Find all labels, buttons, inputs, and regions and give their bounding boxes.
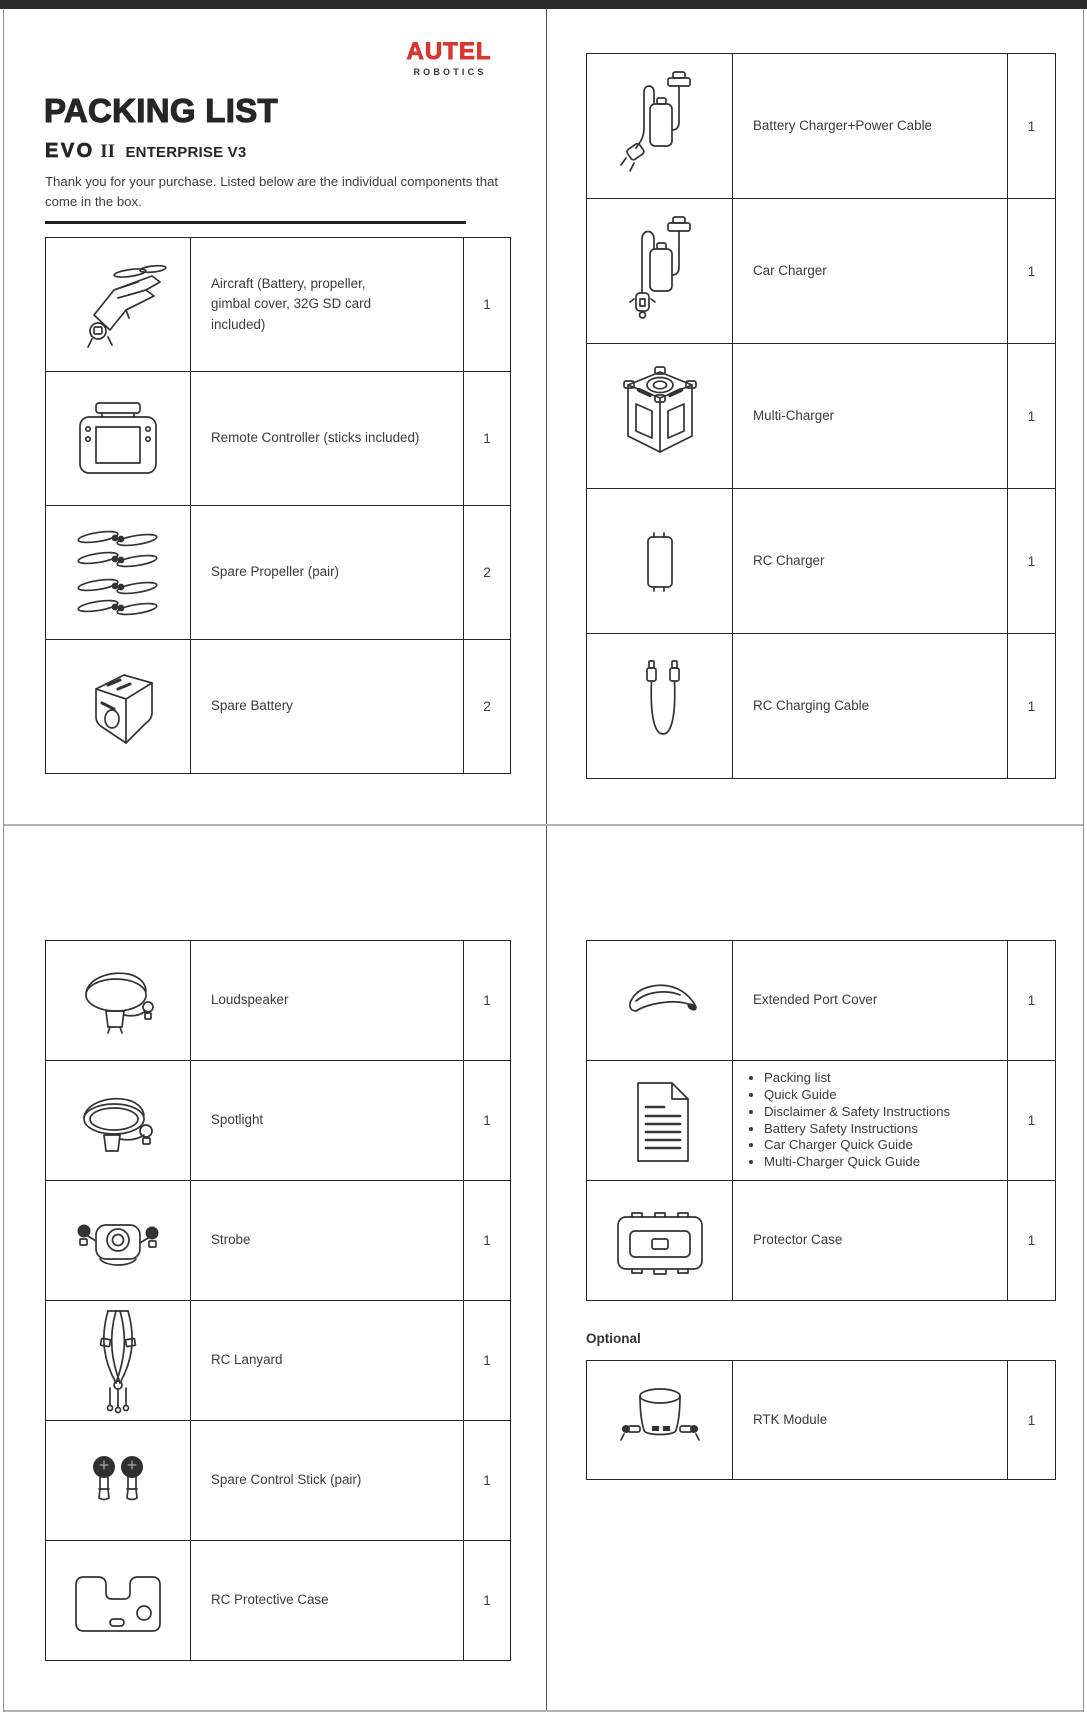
page-left-edge [3,9,4,1712]
documents-icon [587,1061,733,1181]
autel-wordmark: AUTEL [406,38,492,65]
item-quantity: 1 [1008,199,1056,344]
item-quantity: 1 [1008,54,1056,199]
item-row-aircraft [46,238,511,372]
item-row-spare-propeller [46,506,511,640]
item-label: Remote Controller (sticks included) [191,372,464,506]
item-label: RC Charging Cable [733,634,1008,779]
document-list-item: • Disclaimer & Safety Instructions [764,1104,1003,1121]
item-label: Loudspeaker [191,941,464,1061]
item-quantity: 1 [1008,344,1056,489]
item-row-rc-protective-case [46,1541,511,1661]
item-quantity: 2 [464,640,511,774]
item-row-rtk-module [587,1361,1056,1480]
item-quantity: 1 [464,1541,511,1661]
rc-charging-cable-icon [587,634,733,779]
protector-case-icon [587,1181,733,1301]
item-quantity: 1 [1008,634,1056,779]
page-bottom-edge [4,1710,1083,1712]
multi-charger-icon [587,344,733,489]
battery-charger-icon [587,54,733,199]
item-label [191,238,464,372]
item-row-extended-port-cover [587,941,1056,1061]
section-rule [45,221,466,224]
item-quantity: 1 [464,238,511,372]
item-label: Extended Port Cover [733,941,1008,1061]
document-list-item: • Multi-Charger Quick Guide [764,1154,1003,1171]
item-row-car-charger [587,199,1056,344]
item-row-battery-charger [587,54,1056,199]
document-list-item: • Battery Safety Instructions [764,1121,1003,1138]
item-label: Spotlight [191,1061,464,1181]
page-title: PACKING LIST [44,92,278,129]
document-list-item: • Quick Guide [764,1087,1003,1104]
table-accessories-right [586,940,1056,1301]
item-label: Strobe [191,1181,464,1301]
car-charger-icon [587,199,733,344]
table-optional [586,1360,1056,1480]
item-label: Protector Case [733,1181,1008,1301]
item-quantity: 1 [464,1421,511,1541]
table-main-components-left [45,237,511,774]
product-name-suffix: ENTERPRISE V3 [125,144,247,161]
item-quantity: 1 [1008,489,1056,634]
item-label: Spare Propeller (pair) [191,506,464,640]
item-quantity: 1 [1008,941,1056,1061]
evo-logotype: EVO [45,140,95,162]
item-label [733,1061,1008,1181]
document-list [749,1070,1003,1171]
spare-battery-icon [46,640,191,774]
item-row-spare-battery [46,640,511,774]
item-row-rc-lanyard [46,1301,511,1421]
item-label: Multi-Charger [733,344,1008,489]
page-break-line [4,824,1083,826]
item-quantity: 1 [1008,1181,1056,1301]
item-row-loudspeaker [46,941,511,1061]
autel-logo [391,40,507,77]
item-quantity: 1 [464,1061,511,1181]
item-label-line: gimbal cover, 32G SD card [211,296,372,312]
autel-robotics-subtext: ROBOTICS [413,67,487,77]
document-list-item: • Car Charger Quick Guide [764,1137,1003,1154]
series-numeral: II [100,141,115,162]
item-quantity: 1 [464,1301,511,1421]
item-label: Car Charger [733,199,1008,344]
item-quantity: 2 [464,506,511,640]
optional-section-label: Optional [586,1331,641,1346]
product-subtitle [45,140,246,163]
item-quantity: 1 [464,372,511,506]
item-row-strobe [46,1181,511,1301]
rc-protective-case-icon [46,1541,191,1661]
item-label: Spare Control Stick (pair) [191,1421,464,1541]
extended-port-cover-icon [587,941,733,1061]
item-row-spotlight [46,1061,511,1181]
item-quantity: 1 [464,941,511,1061]
item-label: RC Lanyard [191,1301,464,1421]
aircraft-icon [46,238,191,372]
item-label: RC Protective Case [191,1541,464,1661]
loudspeaker-icon [46,941,191,1061]
spare-propeller-icon [46,506,191,640]
column-divider-page2 [546,826,547,1710]
rc-lanyard-icon [46,1301,191,1421]
item-label-line: included) [211,316,266,332]
page-right-edge [1083,9,1084,1712]
item-row-remote-controller [46,372,511,506]
rc-charger-icon [587,489,733,634]
viewer-top-bar [0,0,1087,9]
column-divider-page1 [546,9,547,824]
item-quantity: 1 [1008,1361,1056,1480]
strobe-icon [46,1181,191,1301]
document-list-item: • Packing list [764,1070,1003,1087]
item-label: RC Charger [733,489,1008,634]
item-label: Battery Charger+Power Cable [733,54,1008,199]
item-quantity: 1 [464,1181,511,1301]
table-main-components-right [586,53,1056,779]
spotlight-icon [46,1061,191,1181]
item-row-documents [587,1061,1056,1181]
rtk-module-icon [587,1361,733,1480]
item-row-rc-charging-cable [587,634,1056,779]
item-row-protector-case [587,1181,1056,1301]
item-row-spare-control-stick [46,1421,511,1541]
item-quantity: 1 [1008,1061,1056,1181]
table-accessories-left [45,940,511,1661]
item-row-multi-charger [587,344,1056,489]
item-label: RTK Module [733,1361,1008,1480]
spare-control-stick-icon [46,1421,191,1541]
intro-paragraph: Thank you for your purchase. Listed below are the individual components that come in the box. [45,174,499,210]
item-row-rc-charger [587,489,1056,634]
item-label-line: Aircraft (Battery, propeller, [211,276,366,292]
item-label: Spare Battery [191,640,464,774]
remote-controller-icon [46,372,191,506]
